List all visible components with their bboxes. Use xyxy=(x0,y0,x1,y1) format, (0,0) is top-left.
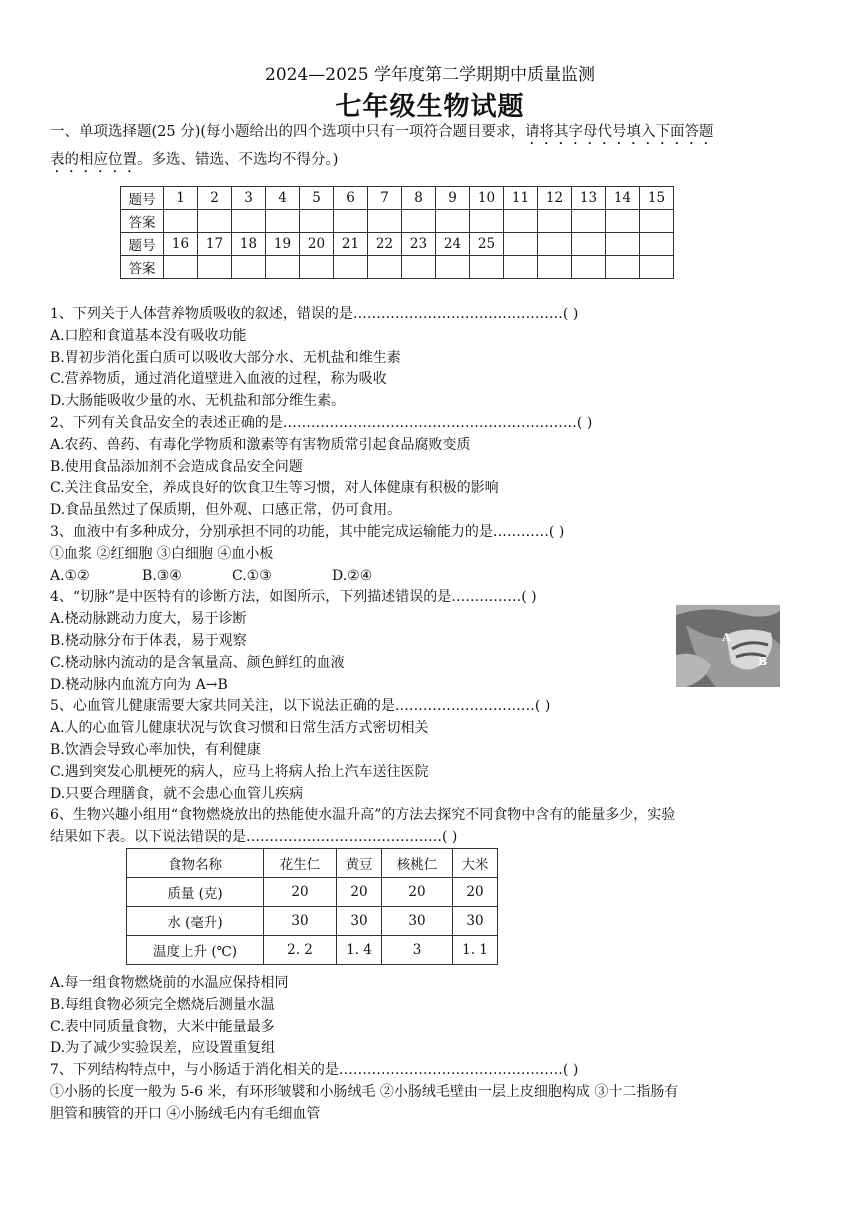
label-b: B xyxy=(758,655,768,668)
answer-cell[interactable] xyxy=(470,210,504,233)
food-cell: 30 xyxy=(382,907,453,936)
cell-num: 1 xyxy=(164,187,198,210)
section-instructions xyxy=(50,120,820,176)
instr-part-c: 表的相应位置 xyxy=(50,152,137,168)
answer-cell[interactable] xyxy=(232,210,266,233)
cell-num: 5 xyxy=(300,187,334,210)
answer-table-row-ans2 xyxy=(121,256,674,279)
food-cell: 20 xyxy=(337,878,382,907)
answer-cell[interactable] xyxy=(436,256,470,279)
cell-num: 24 xyxy=(436,233,470,256)
answer-cell[interactable] xyxy=(402,210,436,233)
q1-stem: 1、下列关于人体营养物质吸收的叙述，错误的是………………………………………( ) xyxy=(50,306,579,322)
q6-stem-line1: 6、生物兴趣小组用“食物燃烧放出的热能使水温升高”的方法去探究不同食物中含有的能量多少，实验 xyxy=(50,807,676,824)
cell-num: 9 xyxy=(436,187,470,210)
cell-num: 8 xyxy=(402,187,436,210)
answer-cell[interactable] xyxy=(538,210,572,233)
food-cell: 30 xyxy=(337,907,382,936)
q6-option-d: D.为了减少实验误差，应设置重复组 xyxy=(50,1040,276,1057)
answer-cell[interactable] xyxy=(164,256,198,279)
cell-num: 16 xyxy=(164,233,198,256)
cell-label-num: 题号 xyxy=(121,233,164,256)
food-cell: 20 xyxy=(264,878,337,907)
questions-block-2 xyxy=(50,973,820,1126)
cell-num: 19 xyxy=(266,233,300,256)
q1-option-d: D.大肠能吸收少量的水、无机盐和部分维生素。 xyxy=(50,393,346,410)
food-cell: 3 xyxy=(382,936,453,965)
questions-block-1 xyxy=(50,304,820,849)
cell-num: 22 xyxy=(368,233,402,256)
food-header-cell: 核桃仁 xyxy=(382,849,453,878)
q4-option-b: B.桡动脉分布于体表，易于观察 xyxy=(50,632,247,649)
cell-num: 3 xyxy=(232,187,266,210)
answer-cell[interactable] xyxy=(232,256,266,279)
cell-num: 20 xyxy=(300,233,334,256)
food-cell: 2. 2 xyxy=(264,936,337,965)
q7-body-line2: 胆管和胰管的开口 ④小肠绒毛内有毛细血管 xyxy=(50,1105,321,1122)
food-cell: 水 (毫升) xyxy=(127,907,264,936)
answer-cell[interactable] xyxy=(436,210,470,233)
pulse-diagnosis-image xyxy=(676,605,780,687)
food-header-cell: 黄豆 xyxy=(337,849,382,878)
answer-cell[interactable] xyxy=(606,210,640,233)
q6-stem-line2: 结果如下表。以下说法错误的是……………………………………( ) xyxy=(50,829,458,846)
q6-option-b: B.每组食物必须完全燃烧后测量水温 xyxy=(50,996,275,1013)
q7-body-line1: ①小肠的长度一般为 5-6 米，有环形皱襞和小肠绒毛 ②小肠绒毛壁由一层上皮细胞构成 ③十二指肠有 xyxy=(50,1083,679,1100)
q2-option-a: A.农药、兽药、有毒化学物质和激素等有害物质常引起食品腐败变质 xyxy=(50,436,471,453)
q5-option-c: C.遇到突发心肌梗死的病人，应马上将病人抬上汽车送往医院 xyxy=(50,763,429,780)
cell-num: 10 xyxy=(470,187,504,210)
answer-cell[interactable] xyxy=(368,256,402,279)
food-table-header-row xyxy=(127,849,498,878)
cell-num: 12 xyxy=(538,187,572,210)
answer-cell[interactable] xyxy=(572,256,606,279)
cell-num xyxy=(640,233,674,256)
q2-option-d: D.食品虽然过了保质期，但外观、口感正常，仍可食用。 xyxy=(50,502,402,519)
q6-option-c: C.表中同质量食物，大米中能量最多 xyxy=(50,1018,275,1035)
q4-option-c: C.桡动脉内流动的是含氧量高、颜色鲜红的血液 xyxy=(50,654,345,671)
cell-num xyxy=(606,233,640,256)
food-cell: 1. 4 xyxy=(337,936,382,965)
food-cell: 质量 (克) xyxy=(127,878,264,907)
cell-num: 6 xyxy=(334,187,368,210)
answer-table-row-num1 xyxy=(121,187,674,210)
instr-part-a: 一、单项选择题(25 分)(每小题给出的四个选项中只有一项符合题目要求， xyxy=(50,124,526,140)
cell-num: 7 xyxy=(368,187,402,210)
answer-cell[interactable] xyxy=(266,256,300,279)
cell-num xyxy=(572,233,606,256)
food-header-cell: 食物名称 xyxy=(127,849,264,878)
answer-cell[interactable] xyxy=(640,256,674,279)
answer-table-row-ans1 xyxy=(121,210,674,233)
cell-num: 11 xyxy=(504,187,538,210)
cell-num: 25 xyxy=(470,233,504,256)
cell-num: 23 xyxy=(402,233,436,256)
q3-items: ①血浆 ②红细胞 ③白细胞 ④血小板 xyxy=(50,545,274,562)
answer-cell[interactable] xyxy=(640,210,674,233)
q4-stem: 4、“切脉”是中医特有的诊断方法，如图所示，下列描述错误的是……………( ) xyxy=(50,589,537,606)
cell-num: 4 xyxy=(266,187,300,210)
answer-cell[interactable] xyxy=(334,210,368,233)
cell-num: 15 xyxy=(640,187,674,210)
q3-option-a: A.①② xyxy=(50,567,90,584)
exam-subtitle: 七年级生物试题 xyxy=(335,92,525,122)
answer-cell[interactable] xyxy=(538,256,572,279)
q6-option-a: A.每一组食物燃烧前的水温应保持相同 xyxy=(50,975,289,991)
cell-num: 21 xyxy=(334,233,368,256)
cell-label-num: 题号 xyxy=(121,187,164,210)
answer-cell[interactable] xyxy=(300,210,334,233)
pulse-illustration xyxy=(676,605,780,687)
q7-stem: 7、下列结构特点中，与小肠适于消化相关的是…………………………………………( ) xyxy=(50,1062,579,1079)
cell-num: 13 xyxy=(572,187,606,210)
cell-num: 2 xyxy=(198,187,232,210)
food-cell: 20 xyxy=(453,878,498,907)
cell-num xyxy=(538,233,572,256)
answer-cell[interactable] xyxy=(164,210,198,233)
q3-option-c: C.①③ xyxy=(232,567,272,584)
answer-cell[interactable] xyxy=(300,256,334,279)
q3-options xyxy=(50,566,820,588)
q1-option-c: C.营养物质，通过消化道壁进入血液的过程，称为吸收 xyxy=(50,371,387,388)
food-table-row xyxy=(127,878,498,907)
food-table-row xyxy=(127,936,498,965)
answer-cell[interactable] xyxy=(334,256,368,279)
q5-option-d: D.只要合理膳食，就不会患心血管儿疾病 xyxy=(50,785,304,802)
exam-title: 2024—2025 学年度第二学期期中质量监测 xyxy=(265,65,595,85)
food-cell: 温度上升 (℃) xyxy=(127,936,264,965)
q5-option-a: A.人的心血管儿健康状况与饮食习惯和日常生活方式密切相关 xyxy=(50,720,429,737)
q2-stem: 2、下列有关食品安全的表述正确的是………………………………………………………( ) xyxy=(50,414,593,431)
cell-num: 18 xyxy=(232,233,266,256)
cell-num xyxy=(504,233,538,256)
food-cell: 20 xyxy=(382,878,453,907)
cell-num: 17 xyxy=(198,233,232,256)
food-cell: 30 xyxy=(453,907,498,936)
answer-cell[interactable] xyxy=(266,210,300,233)
instr-part-d: 。多选、错选、不选均不得分。) xyxy=(137,152,339,168)
food-cell: 1. 1 xyxy=(453,936,498,965)
q1-option-a: A.口腔和食道基本没有吸收功能 xyxy=(50,327,247,344)
food-header-cell: 花生仁 xyxy=(264,849,337,878)
answer-cell[interactable] xyxy=(504,210,538,233)
answer-cell[interactable] xyxy=(402,256,436,279)
q1-option-b: B.胃初步消化蛋白质可以吸收大部分水、无机盐和维生素 xyxy=(50,349,401,366)
answer-table xyxy=(120,186,674,279)
q4-option-d: D.桡动脉内血流方向为 A→B xyxy=(50,676,228,693)
answer-cell[interactable] xyxy=(368,210,402,233)
q5-option-b: B.饮酒会导致心率加快，有利健康 xyxy=(50,741,261,758)
q2-option-c: C.关注食品安全，养成良好的饮食卫生等习惯，对人体健康有积极的影响 xyxy=(50,480,499,497)
cell-num: 14 xyxy=(606,187,640,210)
food-table-row xyxy=(127,907,498,936)
cell-label-ans: 答案 xyxy=(121,210,164,233)
food-cell: 30 xyxy=(264,907,337,936)
q5-stem: 5、心血管儿健康需要大家共同关注，以下说法正确的是…………………………( ) xyxy=(50,698,551,715)
q3-stem: 3、血液中有多种成分，分别承担不同的功能，其中能完成运输能力的是…………( ) xyxy=(50,523,565,540)
answer-cell[interactable] xyxy=(198,256,232,279)
answer-cell[interactable] xyxy=(470,256,504,279)
food-header-cell: 大米 xyxy=(453,849,498,878)
q3-option-d: D.②④ xyxy=(332,567,373,584)
q2-option-b: B.使用食品添加剂不会造成食品安全问题 xyxy=(50,458,303,475)
label-a: A xyxy=(722,631,731,644)
q4-option-a: A.桡动脉跳动力度大，易于诊断 xyxy=(50,611,247,628)
instr-part-b: 请将其字母代号填入下面答题 xyxy=(525,124,714,140)
answer-cell[interactable] xyxy=(198,210,232,233)
cell-label-ans: 答案 xyxy=(121,256,164,279)
q3-option-b: B.③④ xyxy=(142,567,182,584)
answer-cell[interactable] xyxy=(606,256,640,279)
answer-cell[interactable] xyxy=(504,256,538,279)
answer-cell[interactable] xyxy=(572,210,606,233)
food-energy-table xyxy=(126,848,498,965)
answer-table-row-num2 xyxy=(121,233,674,256)
